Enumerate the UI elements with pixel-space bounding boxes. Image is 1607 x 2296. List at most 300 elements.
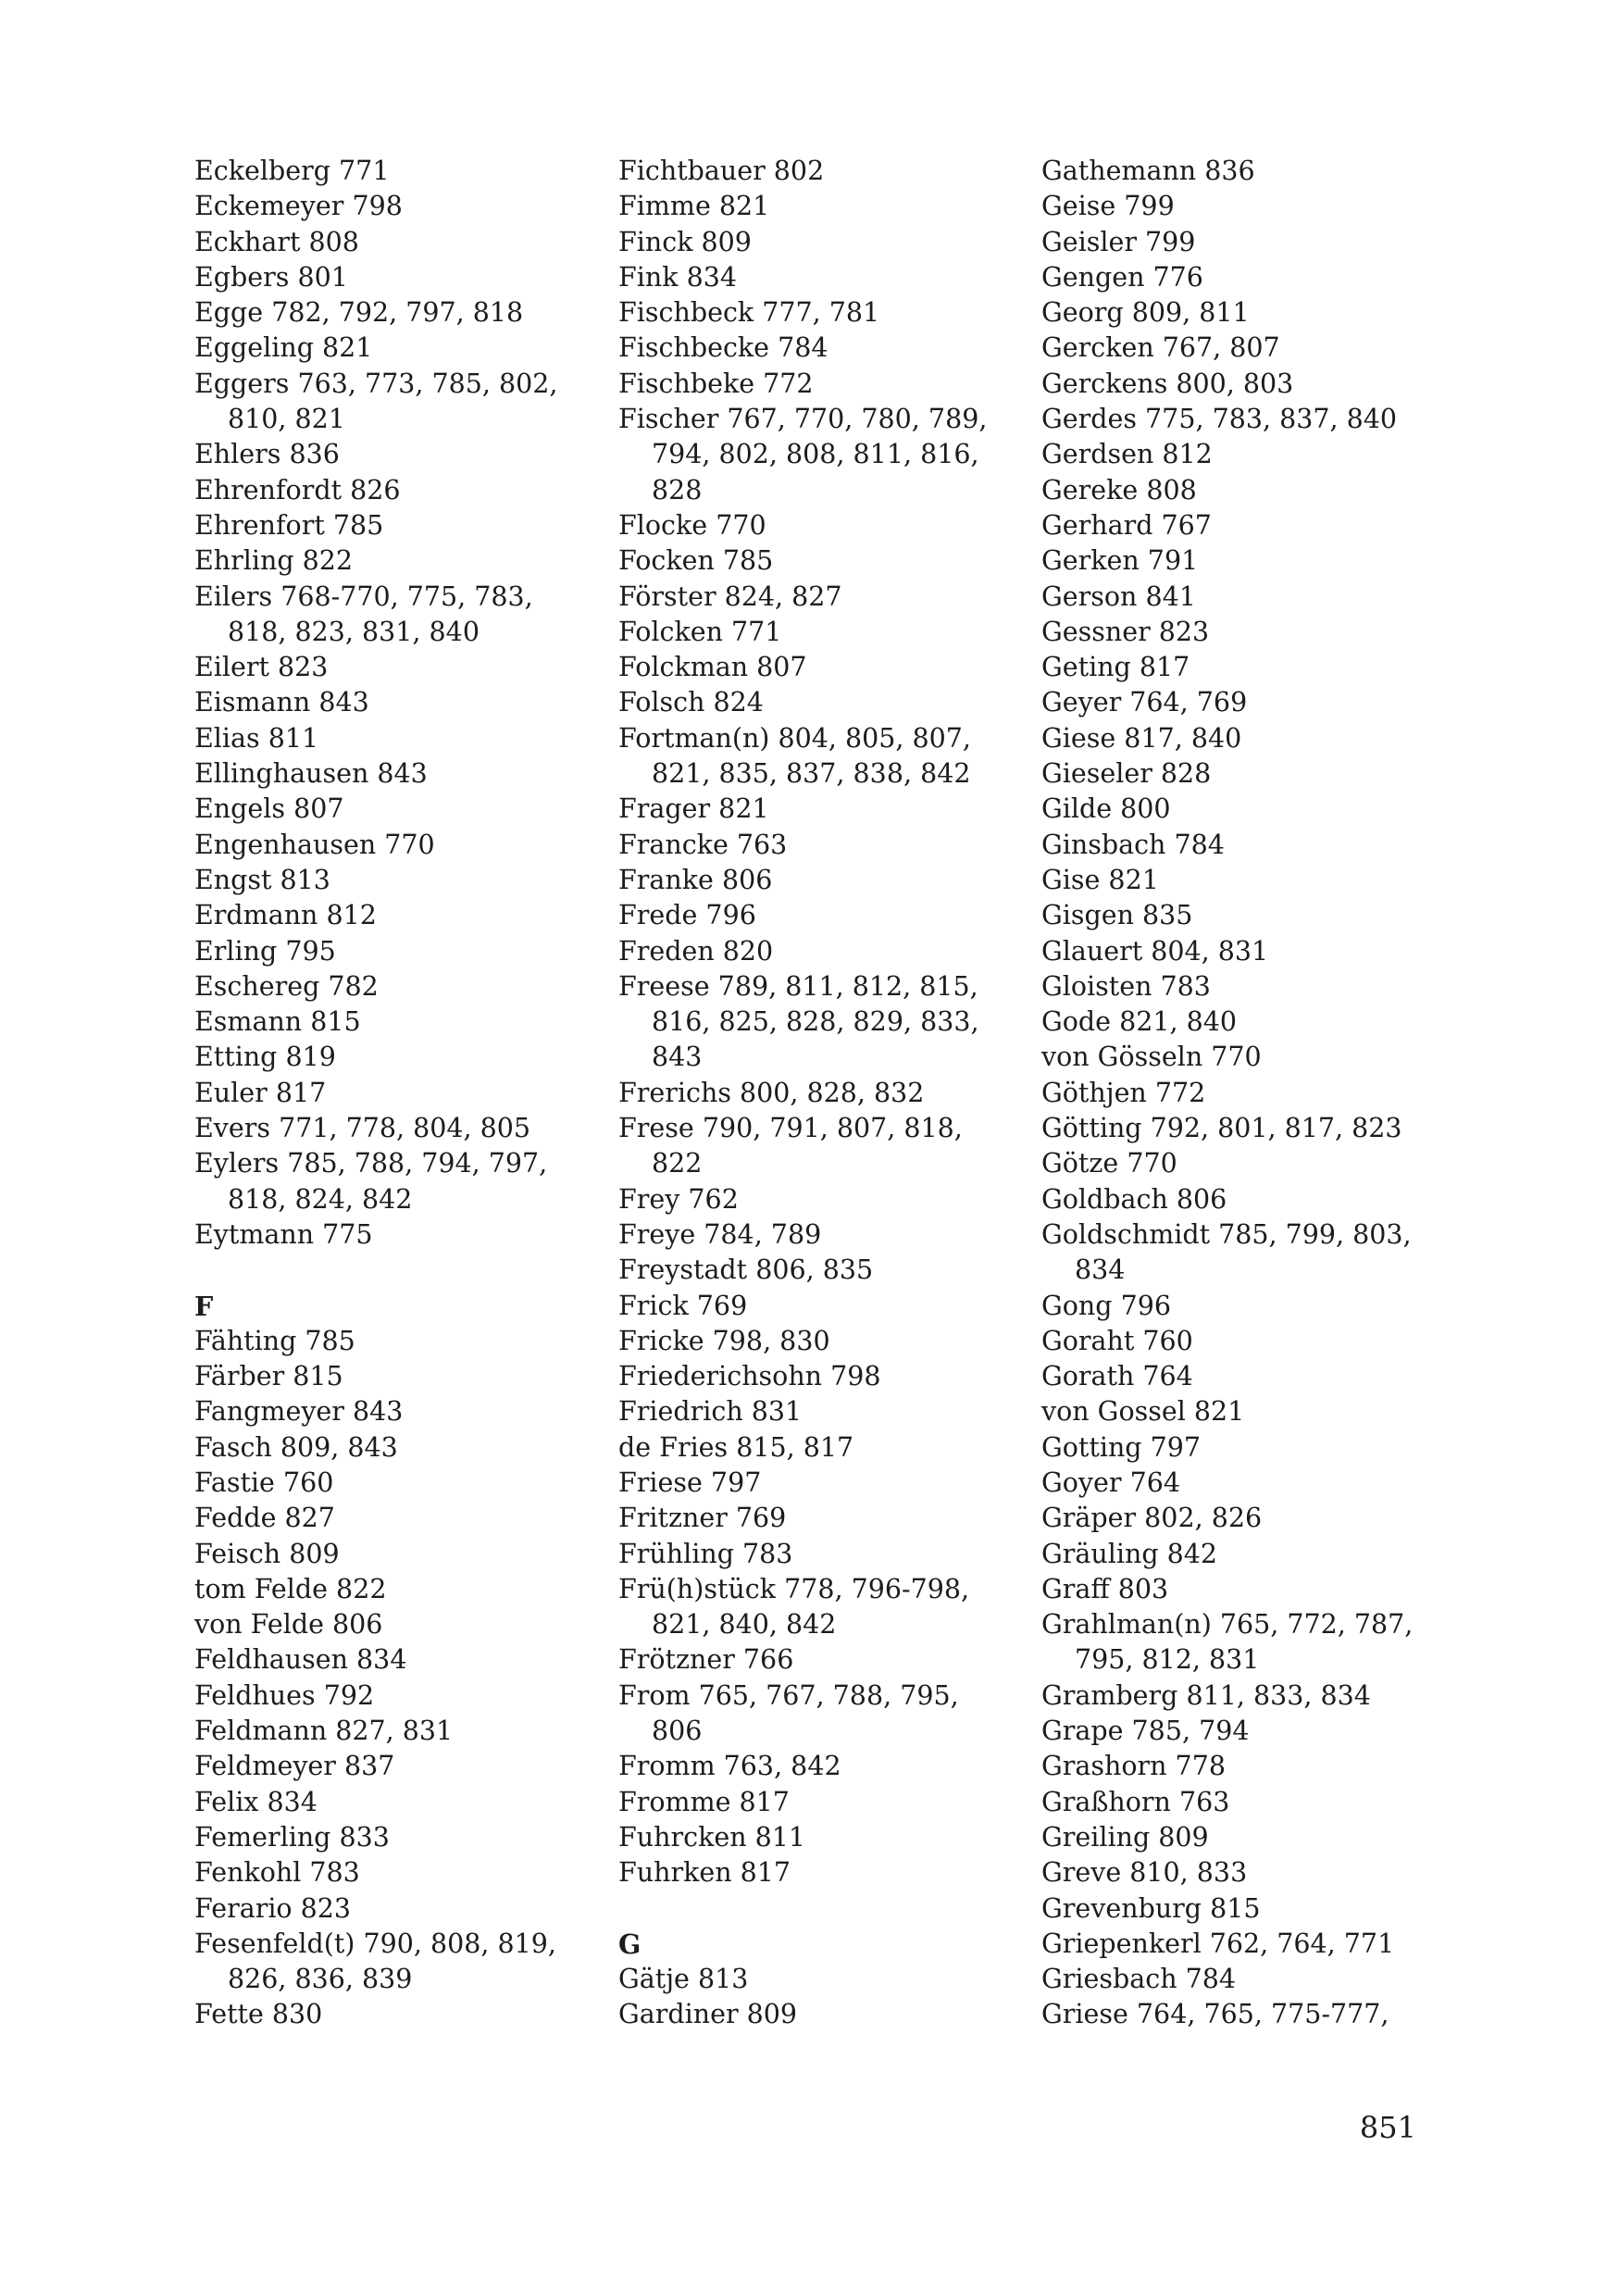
index-entry-continuation: 821, 835, 837, 838, 842 — [652, 758, 971, 790]
index-entry — [194, 1146, 592, 1217]
index-entry — [1041, 863, 1439, 898]
index-entry-line: Femerling 833 — [194, 1821, 390, 1853]
index-entry-line: Fedde 827 — [194, 1503, 335, 1534]
index-entry-line: Gotting 797 — [1041, 1431, 1202, 1463]
index-entry-line: Gong 796 — [1041, 1290, 1171, 1321]
index-entry — [1041, 1785, 1439, 1820]
index-entry-line: Gloisten 783 — [1041, 970, 1211, 1002]
index-entry-line: Fricke 798, 830 — [618, 1325, 830, 1356]
index-entry — [1041, 402, 1439, 437]
index-entry — [194, 1855, 592, 1890]
index-entry — [194, 863, 592, 898]
index-entry-line: Gerdes 775, 783, 837, 840 — [1041, 404, 1397, 435]
index-entry-line: Fromme 817 — [618, 1786, 790, 1817]
index-entry — [1041, 1820, 1439, 1855]
index-entry — [618, 721, 1016, 792]
index-entry-line: Frick 769 — [618, 1290, 748, 1321]
index-entry — [1041, 295, 1439, 331]
page-number: 851 — [1359, 2110, 1416, 2145]
index-entry-list — [618, 1962, 1016, 2033]
index-entry-line: Gilde 800 — [1041, 793, 1171, 825]
index-entry — [618, 1182, 1016, 1217]
index-entry — [618, 1076, 1016, 1111]
index-entry — [1041, 1394, 1439, 1429]
index-entry — [194, 154, 592, 189]
index-entry — [1041, 969, 1439, 1004]
index-entry-line: Graff 803 — [1041, 1573, 1169, 1604]
index-entry — [1041, 225, 1439, 260]
index-entry — [1041, 1466, 1439, 1501]
index-entry — [618, 1430, 1016, 1466]
index-entry-line: Eschereg 782 — [194, 970, 379, 1002]
index-entry-line: Folsch 824 — [618, 687, 764, 718]
index-entry-line: Eckelberg 771 — [194, 156, 390, 186]
index-column-3 — [1041, 154, 1439, 2033]
index-entry — [618, 402, 1016, 508]
index-entry-line: Grape 785, 794 — [1041, 1716, 1250, 1747]
index-entry — [1041, 437, 1439, 472]
index-entry — [194, 1927, 592, 1998]
index-entry-line: Frerichs 800, 828, 832 — [618, 1077, 925, 1108]
index-entry-line: Eylers 785, 788, 794, 797, — [194, 1148, 548, 1179]
index-entry-line: Griepenkerl 762, 764, 771 — [1041, 1928, 1395, 1959]
index-entry — [194, 508, 592, 543]
index-entry — [194, 1714, 592, 1749]
index-entry-line: Egge 782, 792, 797, 818 — [194, 297, 524, 329]
index-entry — [1041, 1040, 1439, 1075]
index-entry-line: tom Felde 822 — [194, 1573, 387, 1604]
index-entry-line: Elias 811 — [194, 722, 319, 754]
index-entry-line: Feldmeyer 837 — [194, 1751, 395, 1782]
index-entry — [194, 189, 592, 224]
index-entry — [1041, 1714, 1439, 1749]
index-entry-line: Focken 785 — [618, 545, 774, 577]
index-entry — [194, 1394, 592, 1429]
index-entry — [618, 1642, 1016, 1678]
index-entry — [194, 1040, 592, 1075]
index-entry-line: Fasch 809, 843 — [194, 1431, 398, 1463]
index-entry-line: von Gossel 821 — [1041, 1396, 1245, 1428]
index-entry — [194, 1466, 592, 1501]
index-entry — [618, 1537, 1016, 1572]
index-entry — [194, 1430, 592, 1466]
index-entry-line: Gerson 841 — [1041, 580, 1196, 612]
index-column-2 — [618, 154, 1016, 2033]
index-entry-line: Franke 806 — [618, 864, 773, 895]
index-entry — [194, 260, 592, 295]
index-entry — [618, 189, 1016, 224]
index-entry-line: Ehrenfordt 826 — [194, 474, 401, 505]
index-entry-line: Gerhard 767 — [1041, 509, 1212, 541]
index-entry — [618, 1785, 1016, 1820]
index-entry — [194, 685, 592, 720]
index-entry — [618, 331, 1016, 366]
index-entry — [618, 260, 1016, 295]
index-entry-line: Fimme 821 — [618, 191, 770, 222]
index-entry-line: Fromm 763, 842 — [618, 1751, 841, 1782]
index-entry-line: Graßhorn 763 — [1041, 1786, 1230, 1817]
index-entry — [618, 1855, 1016, 1890]
index-entry — [194, 580, 592, 651]
index-entry-line: Etting 819 — [194, 1042, 336, 1073]
index-entry — [194, 473, 592, 508]
index-entry-continuation: 828 — [652, 474, 703, 505]
index-entry — [194, 225, 592, 260]
index-entry-line: Gräuling 842 — [1041, 1538, 1218, 1569]
index-entry-continuation: 806 — [652, 1716, 703, 1747]
index-entry — [618, 898, 1016, 933]
index-entry — [194, 1324, 592, 1359]
index-entry-line: Goldschmidt 785, 799, 803, — [1041, 1218, 1412, 1250]
index-entry — [194, 721, 592, 756]
index-entry — [1041, 756, 1439, 792]
index-entry — [618, 580, 1016, 615]
index-entry-line: Frötzner 766 — [618, 1644, 794, 1676]
index-entry — [194, 969, 592, 1004]
index-entry-line: Gieseler 828 — [1041, 758, 1212, 790]
index-entry-line: Grashorn 778 — [1041, 1751, 1226, 1782]
index-entry — [194, 898, 592, 933]
index-entry — [194, 1004, 592, 1040]
index-entry — [1041, 1537, 1439, 1572]
index-entry — [618, 615, 1016, 650]
index-entry-line: Georg 809, 811 — [1041, 297, 1250, 329]
index-entry — [1041, 615, 1439, 650]
index-entry-line: Freystadt 806, 835 — [618, 1254, 874, 1286]
index-entry-continuation: 795, 812, 831 — [1075, 1644, 1260, 1676]
index-entry-list — [194, 1324, 592, 2033]
index-entry-continuation: 810, 821 — [228, 404, 345, 435]
index-entry-line: Gisgen 835 — [1041, 900, 1193, 931]
index-entry — [618, 225, 1016, 260]
index-entry — [1041, 508, 1439, 543]
index-entry-line: Griesbach 784 — [1041, 1964, 1237, 1995]
index-entry — [618, 1359, 1016, 1394]
index-entry-line: Glauert 804, 831 — [1041, 935, 1269, 967]
index-entry-line: Fischbeck 777, 781 — [618, 297, 880, 329]
index-entry — [618, 1678, 1016, 1750]
index-entry-line: Götze 770 — [1041, 1148, 1177, 1179]
index-entry-line: Freden 820 — [618, 935, 774, 967]
index-entry — [618, 792, 1016, 827]
index-entry — [618, 1572, 1016, 1643]
index-entry-continuation: 818, 823, 831, 840 — [228, 616, 480, 647]
index-entry-line: Freese 789, 811, 812, 815, — [618, 970, 978, 1002]
index-entry — [1041, 1076, 1439, 1111]
index-entry-line: Gessner 823 — [1041, 616, 1210, 647]
index-entry-line: Giese 817, 840 — [1041, 722, 1242, 754]
index-entry-line: Greiling 809 — [1041, 1821, 1209, 1853]
index-entry — [618, 1324, 1016, 1359]
index-entry — [194, 367, 592, 438]
index-entry-line: Fastie 760 — [194, 1466, 334, 1498]
index-entry-line: Ferario 823 — [194, 1892, 352, 1924]
index-entry-line: de Fries 815, 817 — [618, 1431, 854, 1463]
index-entry-line: Gräper 802, 826 — [1041, 1503, 1263, 1534]
index-entry — [1041, 828, 1439, 863]
index-entry — [1041, 473, 1439, 508]
index-entry-line: Goraht 760 — [1041, 1325, 1193, 1356]
index-entry — [1041, 650, 1439, 685]
index-entry-line: Ellinghausen 843 — [194, 758, 428, 790]
index-entry-line: Fischer 767, 770, 780, 789, — [618, 404, 988, 435]
index-entry — [618, 969, 1016, 1076]
index-entry — [1041, 1749, 1439, 1784]
index-entry-line: Fuhrcken 811 — [618, 1821, 806, 1853]
index-entry-line: Ehrling 822 — [194, 545, 354, 577]
index-entry-line: Erling 795 — [194, 935, 336, 967]
index-entry-line: von Felde 806 — [194, 1609, 383, 1641]
index-entry-line: Eilers 768-770, 775, 783, — [194, 580, 533, 612]
index-entry — [194, 1217, 592, 1253]
index-entry — [194, 1076, 592, 1111]
index-entry — [194, 295, 592, 331]
index-entry-line: Götting 792, 801, 817, 823 — [1041, 1113, 1402, 1144]
index-entry — [194, 437, 592, 472]
index-entry-line: Euler 817 — [194, 1077, 327, 1108]
index-entry — [1041, 1111, 1439, 1146]
index-entry — [618, 1749, 1016, 1784]
index-entry-line: Gode 821, 840 — [1041, 1006, 1238, 1038]
index-entry — [194, 1749, 592, 1784]
index-entry — [618, 1289, 1016, 1324]
index-entry — [618, 295, 1016, 331]
index-entry — [194, 1501, 592, 1536]
index-entry-line: Fesenfeld(t) 790, 808, 819, — [194, 1928, 556, 1959]
index-entry-line: Eggers 763, 773, 785, 802, — [194, 368, 558, 399]
index-entry-line: Ehlers 836 — [194, 439, 340, 470]
index-entry — [1041, 1997, 1439, 2032]
index-entry — [1041, 154, 1439, 189]
index-entry-line: Griese 764, 765, 775-777, — [1041, 1999, 1389, 2030]
index-entry-line: Fortman(n) 804, 805, 807, — [618, 722, 971, 754]
index-entry-list — [194, 154, 592, 1253]
index-entry-line: Ginsbach 784 — [1041, 829, 1225, 860]
index-entry-line: Eilert 823 — [194, 652, 329, 683]
index-entry — [194, 1785, 592, 1820]
index-entry — [194, 1678, 592, 1714]
index-entry-line: von Gösseln 770 — [1041, 1042, 1262, 1073]
index-entry — [1041, 1324, 1439, 1359]
index-entry-line: Ehrenfort 785 — [194, 509, 384, 541]
index-entry — [194, 934, 592, 969]
index-entry-line: Goldbach 806 — [1041, 1183, 1227, 1215]
index-entry — [618, 828, 1016, 863]
index-entry-line: Gereke 808 — [1041, 474, 1197, 505]
index-entry-line: Friedrich 831 — [618, 1396, 803, 1428]
index-entry — [194, 1111, 592, 1146]
index-entry — [618, 685, 1016, 720]
index-entry-line: Geisler 799 — [1041, 226, 1196, 257]
index-entry — [618, 543, 1016, 579]
index-entry-line: Friese 797 — [618, 1466, 762, 1498]
index-entry-line: Geise 799 — [1041, 191, 1175, 222]
index-entry-line: Fischbecke 784 — [618, 332, 828, 364]
index-entry-line: Erdmann 812 — [194, 900, 377, 931]
index-entry-line: Freye 784, 789 — [618, 1218, 822, 1250]
index-entry-line: Grahlman(n) 765, 772, 787, — [1041, 1609, 1414, 1641]
index-entry — [1041, 1678, 1439, 1714]
index-entry — [194, 543, 592, 579]
index-entry-line: Eckhart 808 — [194, 226, 359, 257]
index-entry — [618, 863, 1016, 898]
index-entry — [194, 1642, 592, 1678]
index-entry-line: Fink 834 — [618, 261, 737, 293]
index-entry-line: Fähting 785 — [194, 1325, 355, 1356]
index-entry-continuation: 818, 824, 842 — [228, 1183, 413, 1215]
index-entry-line: Gardiner 809 — [618, 1999, 798, 2030]
index-entry — [618, 508, 1016, 543]
index-entry-line: Egbers 801 — [194, 261, 348, 293]
index-entry — [618, 367, 1016, 402]
index-entry-line: Feldmann 827, 831 — [194, 1716, 454, 1747]
index-entry — [1041, 1962, 1439, 1997]
index-entry-list — [1041, 154, 1439, 2033]
index-entry-line: Finck 809 — [618, 226, 752, 257]
index-entry-line: Folcken 771 — [618, 616, 782, 647]
index-entry-continuation: 843 — [652, 1042, 703, 1073]
index-entry — [1041, 1607, 1439, 1678]
index-entry — [618, 1217, 1016, 1253]
index-entry — [1041, 1289, 1439, 1324]
index-entry-line: Engenhausen 770 — [194, 829, 435, 860]
index-entry — [194, 331, 592, 366]
index-entry — [618, 1466, 1016, 1501]
index-entry-line: Feldhues 792 — [194, 1679, 375, 1711]
index-entry-line: Folckman 807 — [618, 652, 807, 683]
index-entry-line: Gengen 776 — [1041, 261, 1203, 293]
index-entry — [1041, 1430, 1439, 1466]
index-entry — [618, 934, 1016, 969]
index-entry-line: Grevenburg 815 — [1041, 1892, 1261, 1924]
index-entry — [618, 650, 1016, 685]
index-entry-list — [618, 154, 1016, 1891]
index-entry-continuation: 826, 836, 839 — [228, 1964, 413, 1995]
index-entry — [1041, 1182, 1439, 1217]
index-entry-line: Feldhausen 834 — [194, 1644, 407, 1676]
index-entry-line: Förster 824, 827 — [618, 580, 842, 612]
index-entry — [618, 1111, 1016, 1182]
index-entry-line: Göthjen 772 — [1041, 1077, 1206, 1108]
index-entry — [1041, 1217, 1439, 1289]
index-entry-line: From 765, 767, 788, 795, — [618, 1679, 959, 1711]
index-entry — [1041, 1359, 1439, 1394]
section-heading: F — [194, 1290, 214, 1322]
index-column-1 — [194, 154, 592, 2033]
index-entry-line: Frese 790, 791, 807, 818, — [618, 1113, 963, 1144]
index-entry — [194, 1607, 592, 1642]
index-entry — [1041, 1146, 1439, 1181]
index-entry-line: Gätje 813 — [618, 1964, 749, 1995]
index-entry-line: Gramberg 811, 833, 834 — [1041, 1679, 1371, 1711]
index-entry-line: Fette 830 — [194, 1999, 323, 2030]
index-entry — [1041, 367, 1439, 402]
index-entry — [1041, 1927, 1439, 1962]
index-entry — [618, 1997, 1016, 2032]
index-entry-line: Francke 763 — [618, 829, 788, 860]
index-entry — [618, 154, 1016, 189]
index-entry — [1041, 1572, 1439, 1607]
index-entry — [194, 828, 592, 863]
index-entry-line: Feisch 809 — [194, 1538, 340, 1569]
index-entry-line: Eismann 843 — [194, 687, 369, 718]
index-entry — [194, 1997, 592, 2032]
index-entry-line: Fischbeke 772 — [618, 368, 814, 399]
index-entry — [1041, 934, 1439, 969]
index-entry-line: Frede 796 — [618, 900, 756, 931]
index-entry — [618, 1394, 1016, 1429]
index-entry-line: Fichtbauer 802 — [618, 156, 825, 186]
index-entry-line: Fuhrken 817 — [618, 1857, 791, 1889]
index-entry-line: Frü(h)stück 778, 796-798, — [618, 1573, 970, 1604]
index-entry-line: Gorath 764 — [1041, 1361, 1193, 1392]
index-entry — [618, 1501, 1016, 1536]
index-entry-line: Engst 813 — [194, 864, 330, 895]
index-entry-line: Färber 815 — [194, 1361, 343, 1392]
index-entry — [194, 650, 592, 685]
index-entry-continuation: 822 — [652, 1148, 703, 1179]
index-entry-line: Greve 810, 833 — [1041, 1857, 1248, 1889]
index-entry — [1041, 260, 1439, 295]
index-entry — [1041, 792, 1439, 827]
index-entry-line: Gerdsen 812 — [1041, 439, 1213, 470]
index-entry-line: Friederichsohn 798 — [618, 1361, 881, 1392]
index-entry-line: Gathemann 836 — [1041, 156, 1255, 186]
index-entry — [1041, 685, 1439, 720]
index-entry — [194, 792, 592, 827]
index-entry-continuation: 834 — [1075, 1254, 1126, 1286]
index-entry — [1041, 721, 1439, 756]
index-entry — [618, 1253, 1016, 1288]
index-entry-line: Eytmann 775 — [194, 1218, 373, 1250]
index-entry — [1041, 898, 1439, 933]
index-entry — [1041, 543, 1439, 579]
index-entry-line: Esmann 815 — [194, 1006, 361, 1038]
index-entry-line: Geyer 764, 769 — [1041, 687, 1248, 718]
index-entry-line: Eckemeyer 798 — [194, 191, 403, 222]
index-entry — [194, 1891, 592, 1927]
index-entry-line: Evers 771, 778, 804, 805 — [194, 1113, 531, 1144]
index-entry — [1041, 1501, 1439, 1536]
index-entry-continuation: 794, 802, 808, 811, 816, — [652, 439, 979, 470]
index-entry-line: Flocke 770 — [618, 509, 766, 541]
index-entry-line: Fritzner 769 — [618, 1503, 787, 1534]
index-entry-line: Fenkohl 783 — [194, 1857, 360, 1889]
index-entry — [1041, 1004, 1439, 1040]
index-entry-line: Frühling 783 — [618, 1538, 793, 1569]
index-entry-line: Gise 821 — [1041, 864, 1159, 895]
index-entry — [618, 1820, 1016, 1855]
index-entry — [1041, 1891, 1439, 1927]
index-entry — [194, 1572, 592, 1607]
index-entry — [1041, 580, 1439, 615]
index-entry-line: Gercken 767, 807 — [1041, 332, 1280, 364]
index-entry — [194, 1359, 592, 1394]
index-entry — [194, 756, 592, 792]
index-entry — [618, 1962, 1016, 1997]
index-entry — [1041, 1855, 1439, 1890]
index-entry-continuation: 816, 825, 828, 829, 833, — [652, 1006, 979, 1038]
index-entry — [1041, 189, 1439, 224]
index-entry-continuation: 821, 840, 842 — [652, 1609, 837, 1641]
index-entry-line: Eggeling 821 — [194, 332, 373, 364]
index-entry — [194, 1820, 592, 1855]
index-entry-line: Frager 821 — [618, 793, 769, 825]
index-entry-line: Goyer 764 — [1041, 1466, 1180, 1498]
index-entry — [194, 1537, 592, 1572]
index-entry-line: Gerken 791 — [1041, 545, 1199, 577]
index-entry-line: Felix 834 — [194, 1786, 318, 1817]
